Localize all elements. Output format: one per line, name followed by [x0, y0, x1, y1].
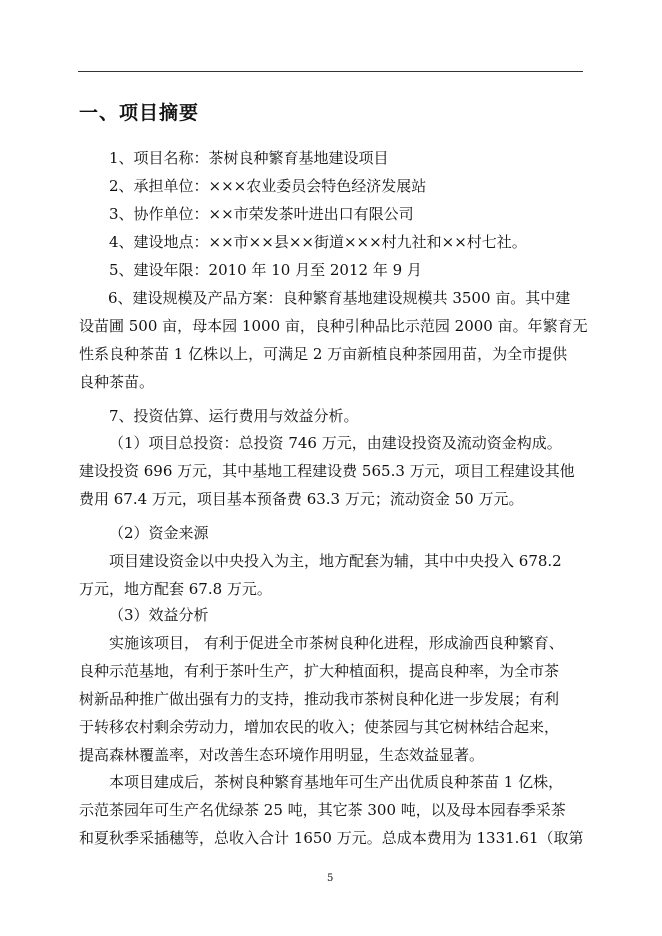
body-line: 1、项目名称：茶树良种繁育基地建设项目	[109, 149, 389, 167]
body-line: （2）资金来源	[109, 524, 209, 542]
body-line: 3、协作单位：××市荣发茶叶进出口有限公司	[109, 205, 414, 223]
body-line: 费用 67.4 万元，项目基本预备费 63.3 万元；流动资金 50 万元。	[79, 490, 524, 508]
body-line: 4、建设地点：××市××县××街道×××村九社和××村七社。	[109, 233, 527, 251]
body-line: 良种示范基地，有利于茶叶生产，扩大种植面积，提高良种率，为全市茶	[79, 662, 560, 680]
body-line: 良种茶苗。	[79, 373, 155, 391]
body-line: 性系良种茶苗 1 亿株以上，可满足 2 万亩新植良种茶园用苗，为全市提供	[79, 345, 568, 363]
body-line: 实施该项目， 有利于促进全市茶树良种化进程，形成渝西良种繁育、	[109, 634, 564, 652]
header-rule	[78, 71, 583, 72]
body-line: 2、承担单位：×××农业委员会特色经济发展站	[109, 177, 427, 195]
body-line: 项目建设资金以中央投入为主，地方配套为辅，其中中央投入 678.2	[109, 552, 562, 570]
page-number: 5	[327, 873, 334, 884]
body-line: 于转移农村剩余劳动力，增加农民的收入；使茶园与其它树林结合起来，	[79, 718, 560, 736]
body-line: 提高森林覆盖率，对改善生态环境作用明显，生态效益显著。	[79, 746, 485, 764]
body-line: 本项目建成后，茶树良种繁育基地年可生产出优质良种茶苗 1 亿株，	[109, 773, 564, 791]
body-line: 和夏秋季采插穗等，总收入合计 1650 万元。总成本费用为 1331.61（取第	[79, 829, 584, 847]
body-line: 设苗圃 500 亩，母本园 1000 亩，良种引种品比示范园 2000 亩。年繁育无	[79, 317, 588, 335]
body-line: 树新品种推广做出强有力的支持，推动我市茶树良种化进一步发展；有利	[79, 690, 560, 708]
body-line: （1）项目总投资：总投资 746 万元，由建设投资及流动资金构成。	[109, 434, 562, 452]
body-line: 建设投资 696 万元，其中基地工程建设费 565.3 万元，项目工程建设其他	[79, 462, 575, 480]
body-line: 7、投资估算、运行费用与效益分析。	[109, 407, 359, 425]
section-heading: 一、项目摘要	[79, 102, 200, 124]
body-line: （3）效益分析	[109, 606, 209, 624]
body-line: 万元，地方配套 67.8 万元。	[79, 580, 272, 598]
body-line: 6、建设规模及产品方案：良种繁育基地建设规模共 3500 亩。其中建	[108, 289, 571, 307]
body-line: 示范茶园年可生产名优绿茶 25 吨，其它茶 300 吨，以及母本园春季采茶	[79, 801, 566, 819]
body-line: 5、建设年限：2010 年 10 月至 2012 年 9 月	[109, 261, 422, 279]
